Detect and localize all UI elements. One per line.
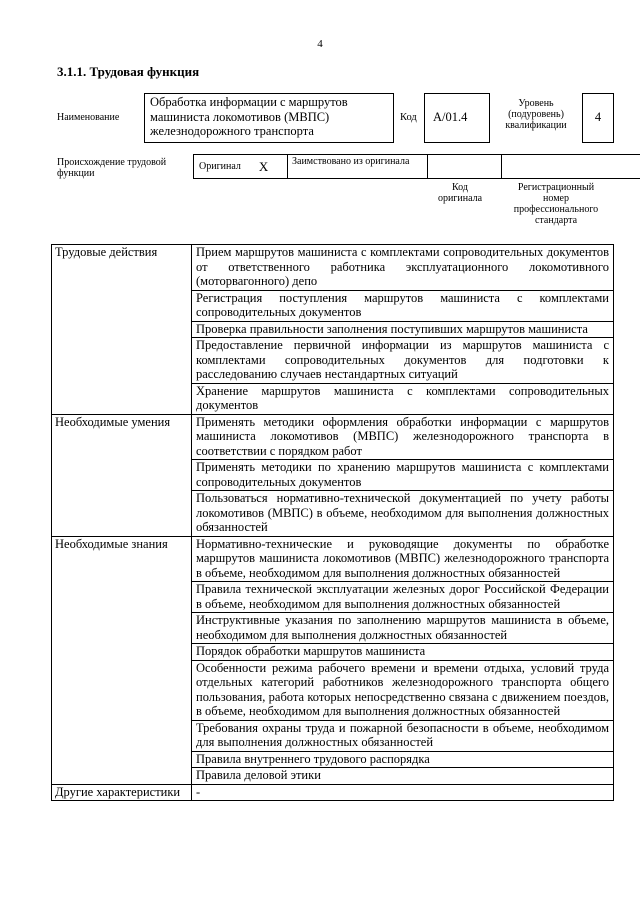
borrowed-label: Заимствовано из оригинала <box>292 156 410 167</box>
item-cell: Требования охраны труда и пожарной безопасности в объеме, необходимом для выполнения должностных обязанностей <box>192 720 614 751</box>
item-cell: - <box>192 784 614 801</box>
original-mark: X <box>258 159 269 174</box>
item-cell: Хранение маршрутов машиниста с комплектами сопроводительных документов <box>192 383 614 414</box>
original-label: Оригинал <box>199 161 241 172</box>
code-caption: Код оригинала <box>437 182 483 204</box>
name-label: Наименование <box>57 112 120 123</box>
function-table <box>51 244 614 801</box>
reg-caption: Регистрационный номер профессионального стандарта <box>513 182 599 226</box>
original-code-cell <box>427 154 502 179</box>
origin-table <box>194 154 640 179</box>
item-cell: Применять методики по хранению маршрутов машиниста с комплектами сопроводительных документов <box>192 460 614 491</box>
item-cell: Нормативно-технические и руководящие документы по обработке маршрутов машиниста локомотивов (МВПС) железнодорожного транспорта в объеме, необходимом для выполнения должностных обязанностей <box>192 536 614 582</box>
category-cell: Трудовые действия <box>52 245 192 415</box>
category-cell: Необходимые знания <box>52 536 192 784</box>
code-box <box>424 93 490 143</box>
item-cell: Инструктивные указания по заполнению маршрутов машиниста в объеме, необходимом для выполнения должностных обязанностей <box>192 613 614 644</box>
table-row <box>52 245 614 291</box>
item-cell: Пользоваться нормативно-технической документацией по учету работы локомотивов (МВПС) в объеме, необходимом для выполнения должностных обязанностей <box>192 491 614 537</box>
level-box <box>582 93 614 143</box>
table-row <box>52 414 614 460</box>
item-cell: Правила внутреннего трудового распорядка <box>192 751 614 768</box>
original-cell <box>193 154 288 179</box>
category-cell: Необходимые умения <box>52 414 192 536</box>
category-cell: Другие характеристики <box>52 784 192 801</box>
level-label: Уровень (подуровень) квалификации <box>505 98 567 131</box>
item-cell: Применять методики оформления обработки информации с маршрутов машиниста локомотивов (МВПС) железнодорожного транспорта в соответствии с порядком работ <box>192 414 614 460</box>
table-row <box>52 536 614 582</box>
item-cell: Порядок обработки маршрутов машиниста <box>192 644 614 661</box>
function-name-box <box>144 93 394 143</box>
function-name-value: Обработка информации с маршрутов машиниста локомотивов (МВПС) железнодорожного транспорта <box>150 95 348 138</box>
reg-number-cell <box>501 154 640 179</box>
item-cell: Проверка правильности заполнения поступивших маршрутов машиниста <box>192 321 614 338</box>
item-cell: Предоставление первичной информации из маршрутов машиниста с комплектами сопроводительных документов для подготовки к расследованию случаев нестандартных ситуаций <box>192 338 614 384</box>
section-title: 3.1.1. Трудовая функция <box>57 64 200 79</box>
level-value: 4 <box>594 110 602 124</box>
item-cell: Регистрация поступления маршрутов машиниста с комплектами сопроводительных документов <box>192 290 614 321</box>
code-value: А/01.4 <box>433 110 468 124</box>
code-label: Код <box>400 112 417 123</box>
table-row <box>52 784 614 801</box>
origin-label: Происхождение трудовой функции <box>57 157 167 179</box>
item-cell: Прием маршрутов машиниста с комплектами сопроводительных документов от ответственного работника эксплуатационного локомотивного (моторвагонного) депо <box>192 245 614 291</box>
borrowed-cell <box>287 154 428 179</box>
item-cell: Особенности режима рабочего времени и времени отдыха, условий труда отдельных категорий работников железнодорожного транспорта общего пользования, работа которых непосредственно связана с движением поездов, в объеме, необходимом для выполнения должностных обязанностей <box>192 660 614 720</box>
item-cell: Правила технической эксплуатации железных дорог Российской Федерации в объеме, необходимом для выполнения должностных обязанностей <box>192 582 614 613</box>
item-cell: Правила деловой этики <box>192 768 614 785</box>
page-number: 4 <box>317 38 323 50</box>
